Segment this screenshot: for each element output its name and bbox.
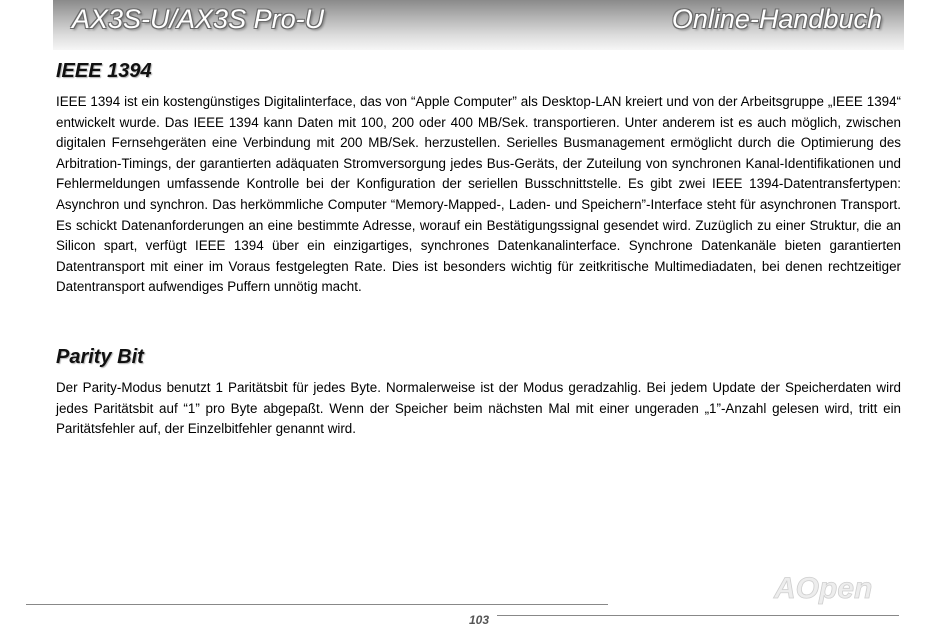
manual-title: Online-Handbuch: [671, 4, 882, 34]
section-body-parity-bit: Der Parity-Modus benutzt 1 Paritätsbit für jedes Byte. Normalerweise ist der Modus geradzahlig. Bei jedem Update der Speicherdaten wird jedes Paritätsbit auf “1” pro Byte abgepaßt. Wenn der Speicher beim nächsten Mal mit einer ungeraden „1”-Anzahl gelesen wird, tritt ein Paritätsfehler auf, der Einzelbitfehler genannt wird.: [56, 380, 901, 437]
section-title-parity-bit: Parity Bit: [56, 346, 144, 368]
section-body-ieee1394: IEEE 1394 ist ein kostengünstiges Digitalinterface, das von “Apple Computer” als Desktop-LAN kreiert und von der Arbeitsgruppe „IEEE 1394“ entwickelt wurde. Das IEEE 1394 kann Daten mit 100, 200 oder 400 MB/Sek. transportieren. Unter anderem ist es auch möglich, zwischen digitalen Fernsehgeräten eine Verbindung mit 200 MB/Sek. herzustellen. Serielles Busmanagement ermöglicht durch die Optimierung des Arbitration-Timings, der garantierten adäquaten Stromversorgung jedes Bus-Geräts, der Zuteilung von synchronen Kanal-Identifikationen und Fehlermeldungen umfassende Kontrolle bei der Konfiguration der seriellen Busschnittstelle. Es gibt zwei IEEE 1394-Datentransfertypen: Asynchron und synchron. Das herkömmliche Computer “Memory-Mapped-, Laden- und Speichern”-Interface steht für asynchronen Transport. Es schickt Datenanforderungen an eine bestimmte Adresse, worauf ein Bestätigungssignal gesendet wird. Zuzüglich zu einer Struktur, die an Silicon spart, verfügt IEEE 1394 über ein einzigartiges, synchrones Datenkanalinterface. Synchrone Datenkanäle bieten garantierten Datentransport mit einer im Voraus festgelegten Rate. Dies ist besonders wichtig für zeitkritische Multimediadaten, bei denen rechtzeitiger Datentransport aufwendiges Puffern unnötig macht.: [56, 94, 901, 295]
logo-text: AOpen: [774, 572, 873, 605]
footer-divider-left: [26, 604, 608, 605]
page-number: 103: [466, 613, 492, 627]
section-title-ieee1394: IEEE 1394: [56, 60, 152, 82]
footer-divider-right: [497, 615, 899, 616]
aopen-logo: [772, 566, 898, 606]
product-title: AX3S-U/AX3S Pro-U: [72, 4, 325, 34]
